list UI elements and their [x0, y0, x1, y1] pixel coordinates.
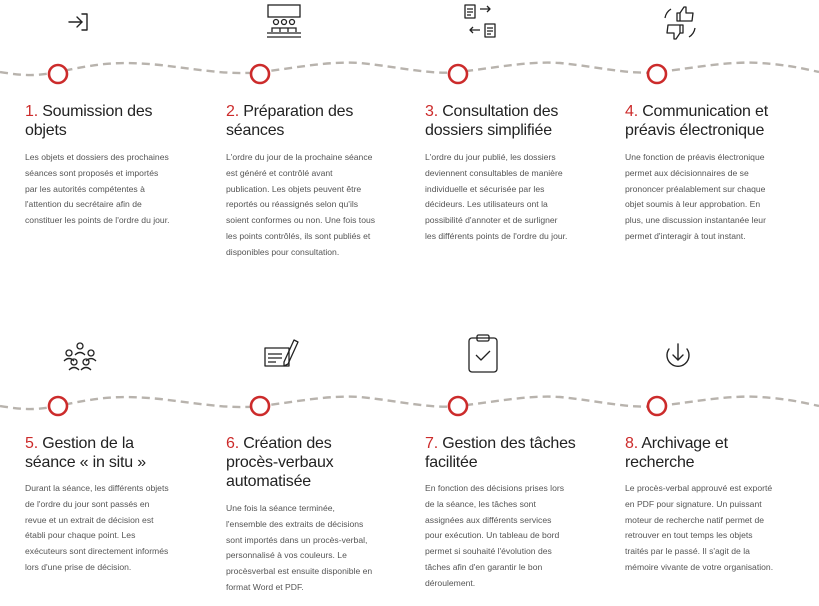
step-5-description: Durant la séance, les différents objets de l'ordre du jour sont passés en revue et un extrait de décision est établi pour chaque point. Les exécuteurs sont directement informés lors d'une prise de décision.	[25, 483, 169, 572]
step-2-title	[226, 102, 391, 140]
login-arrow-icon	[60, 5, 100, 45]
step-3-description: L'ordre du jour publié, les dossiers deviennent consultables de manière individuelle et sécurisée par les décideurs. Les utilisateurs ont la possibilité d'annoter et de surligner les différents points de l'ordre du jour.	[425, 152, 568, 241]
step-6-label: Création des procès-verbaux automatisée	[226, 435, 334, 490]
step-8-description: Le procès-verbal approuvé est exporté en PDF pour signature. Un puissant moteur de recherche natif permet de retrouver en tout temps les objets traités par le passé. Il s'agit de la mémoire vivante de votre organisation.	[625, 483, 774, 572]
thumbs-up-down-icon	[660, 3, 700, 43]
step-5-label: Gestion de la séance « in situ »	[25, 435, 146, 471]
step-1-description: Les objets et dossiers des prochaines séances sont proposés et importés par les autorités compétentes à l'attention du secrétaire afin de constituer les points de l'ordre du jour.	[25, 152, 170, 226]
documents-exchange-icon	[460, 2, 500, 42]
step-6-title	[226, 434, 356, 491]
step-7-label: Gestion des tâches facilitée	[425, 435, 576, 471]
step-3-number: 3.	[425, 103, 438, 120]
timeline-wave-top	[0, 55, 819, 95]
step-4-label: Communication et préavis électronique	[625, 103, 768, 139]
step-8-title	[625, 434, 755, 472]
step-1-title	[25, 102, 190, 140]
step-8-number: 8.	[625, 435, 638, 452]
step-1-label: Soumission des objets	[25, 103, 153, 139]
timeline-wave-bottom	[0, 389, 819, 429]
step-7-number: 7.	[425, 435, 438, 452]
step-3-title	[425, 102, 590, 140]
step-4-description: Une fonction de préavis électronique permet aux décisionnaires de se prononcer préalablement sur chaque objet soumis à leur approbation. En plus, une discussion instantanée leur permet d'interagir à tout instant.	[625, 152, 766, 241]
step-6-number: 6.	[226, 435, 239, 452]
step-6-description: Une fois la séance terminée, l'ensemble des extraits de décisions sont importés dans un procès-verbal, personnalisé à vos couleurs. Le procèsverbal est ensuite disponible en format Word et PDF.	[226, 503, 373, 592]
download-circle-icon	[658, 338, 698, 378]
step-7-title	[425, 434, 595, 472]
step-5-title	[25, 434, 175, 472]
step-2-label: Préparation des séances	[226, 103, 354, 139]
step-1-number: 1.	[25, 103, 38, 120]
step-7-description: En fonction des décisions prises lors de la séance, les tâches sont assignées aux différents services pour exécution. Un tableau de bord permet si souhaité l'évolution des tâches afin d'en garantir le bon déroulement.	[425, 483, 565, 588]
meeting-board-icon	[264, 2, 304, 42]
step-2-number: 2.	[226, 103, 239, 120]
clipboard-check-icon	[463, 333, 503, 373]
group-people-icon	[60, 337, 100, 377]
step-2-description: L'ordre du jour de la prochaine séance est généré et contrôlé avant publication. Les objets peuvent être reportés ou réassignés selon qu'ils soient conformes ou non. Une fois tous les points contrôlés, ils sont publiés et disponibles pour consultation.	[226, 152, 376, 257]
step-3-label: Consultation des dossiers simplifiée	[425, 103, 559, 139]
step-4-title	[625, 102, 800, 140]
step-5-number: 5.	[25, 435, 38, 452]
document-pen-icon	[262, 334, 302, 374]
step-8-label: Archivage et recherche	[625, 435, 728, 471]
step-4-number: 4.	[625, 103, 638, 120]
